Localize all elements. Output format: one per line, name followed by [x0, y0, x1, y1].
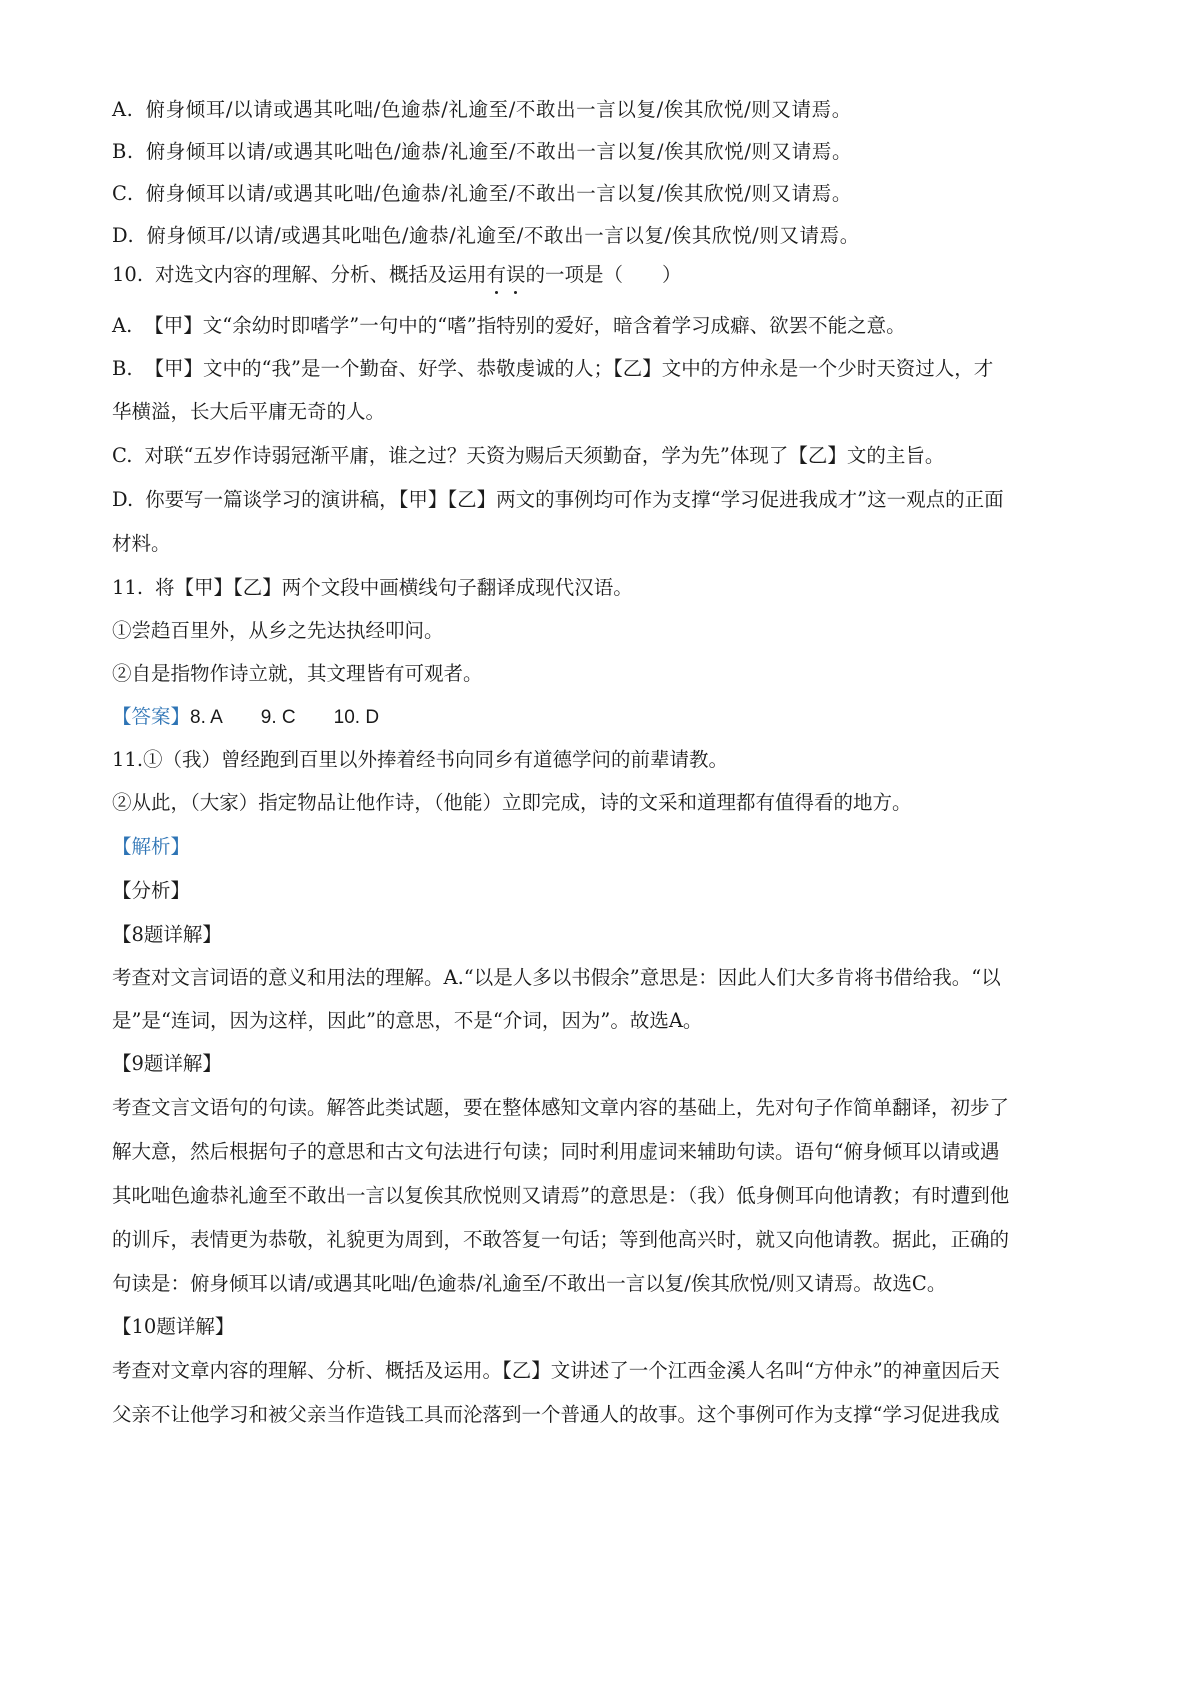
emphasis-text: 有误 — [486, 263, 526, 286]
q8-detail-heading: 【8题详解】 — [112, 923, 222, 946]
answer-item: 9. C — [260, 707, 296, 728]
question-stem: 将【甲】【乙】两个文段中画横线句子翻译成现代汉语。 — [155, 576, 633, 599]
analysis-tag: 【解析】 — [112, 835, 191, 858]
q8-detail-line: 考查对文言词语的意义和用法的理解。A.“以是人多以书假余”意思是：因此人们大多肯将书借给我。“以 — [112, 966, 1001, 989]
q9-detail-heading: 【9题详解】 — [112, 1052, 222, 1075]
q10-detail-heading: 【10题详解】 — [112, 1315, 235, 1338]
answer-item: 8. A — [190, 707, 223, 728]
option-text: 对联“五岁作诗弱冠渐平庸，谁之过？天资为赐后天须勤奋，学为先”体现了【乙】文的主旨。 — [144, 444, 945, 467]
q10-detail-line: 考查对文章内容的理解、分析、概括及运用。【乙】文讲述了一个江西金溪人名叫“方仲永”的神童因后天 — [112, 1359, 1000, 1382]
q9-option-b — [112, 138, 1102, 166]
answer-text: 11.①（我）曾经跑到百里以外捧着经书向同乡有道德学问的前辈请教。 — [112, 748, 729, 771]
q9-detail-line: 其叱咄色逾恭礼逾至不敢出一言以复俟其欣悦则又请焉”的意思是：（我）低身侧耳向他请教；有时遭到他 — [112, 1184, 1010, 1207]
option-label: A. — [112, 98, 134, 121]
q10-option-a — [112, 312, 1102, 340]
option-text: 你要写一篇谈学习的演讲稿，【甲】【乙】两文的事例均可作为支撑“学习促进我成才”这一观点的正面 — [145, 488, 1004, 511]
option-text: 材料。 — [112, 532, 171, 555]
option-text: 华横溢，长大后平庸无奇的人。 — [112, 400, 386, 423]
option-label: B. — [112, 140, 134, 163]
option-label: D. — [112, 224, 135, 247]
answer-line — [112, 703, 1102, 731]
analysis-fenxi-heading: 【分析】 — [112, 879, 191, 902]
q9-detail-line: 考查文言文语句的句读。解答此类试题，要在整体感知文章内容的基础上，先对句子作简单翻译，初步了 — [112, 1096, 1010, 1119]
option-text: 俯身倾耳/以请或遇其叱咄/色逾恭/礼逾至/不敢出一言以复/俟其欣悦/则又请焉。 — [145, 98, 852, 121]
q10-option-d — [112, 486, 1102, 514]
option-text: 俯身倾耳/以请/或遇其叱咄色/逾恭/礼逾至/不敢出一言以复/俟其欣悦/则又请焉。 — [146, 224, 860, 247]
q8-detail-line: 是”是“连词，因为这样，因此”的意思，不是“介词，因为”。故选A。 — [112, 1009, 703, 1032]
answer-item: 10. D — [333, 707, 380, 728]
option-label: D. — [112, 488, 134, 511]
q10-option-c — [112, 442, 1102, 470]
q11-stem — [112, 574, 1102, 602]
q10-option-d-cont — [112, 530, 1102, 558]
question-stem: 对选文内容的理解、分析、概括及运用 — [155, 263, 487, 286]
option-label: C. — [112, 444, 133, 467]
answer-text: ②从此，（大家）指定物品让他作诗，（他能）立即完成，诗的文采和道理都有值得看的地方。 — [112, 791, 912, 814]
q9-option-a — [112, 96, 1102, 124]
emphasis-dotted-text — [487, 263, 526, 286]
q9-detail-line: 解大意，然后根据句子的意思和古文句法进行句读；同时利用虚词来辅助句读。语句“俯身倾耳以请或遇 — [112, 1140, 1000, 1163]
q10-detail-line: 父亲不让他学习和被父亲当作造钱工具而沦落到一个普通人的故事。这个事例可作为支撑“学习促进我成 — [112, 1403, 1000, 1426]
option-text: 俯身倾耳以请/或遇其叱咄/色逾恭/礼逾至/不敢出一言以复/俟其欣悦/则又请焉。 — [145, 182, 852, 205]
question-number: 10. — [112, 263, 144, 286]
option-label: A. — [112, 314, 133, 337]
answer-tag: 【答案】 — [112, 705, 191, 728]
option-label: B. — [112, 357, 133, 380]
sentence-text: ②自是指物作诗立就，其文理皆有可观者。 — [112, 662, 483, 685]
q11-sentence-2 — [112, 660, 1102, 688]
q11-sentence-1 — [112, 617, 1102, 645]
q9-detail-line: 的训斥，表情更为恭敬，礼貌更为周到，不敢答复一句话；等到他高兴时，就又向他请教。据此，正确的 — [112, 1228, 1010, 1251]
q10-stem — [112, 261, 1102, 289]
emphasis-dot — [514, 291, 517, 294]
option-text: 【甲】文“余幼时即嗜学”一句中的“嗜”指特别的爱好，暗含着学习成癖、欲罢不能之意。 — [144, 314, 906, 337]
option-label: C. — [112, 182, 134, 205]
q9-detail-line: 句读是：俯身倾耳以请/或遇其叱咄/色逾恭/礼逾至/不敢出一言以复/俟其欣悦/则又请焉。故选C。 — [112, 1272, 947, 1295]
q9-option-c — [112, 180, 1102, 208]
q10-option-b-cont — [112, 398, 1102, 426]
option-text: 俯身倾耳以请/或遇其叱咄色/逾恭/礼逾至/不敢出一言以复/俟其欣悦/则又请焉。 — [145, 140, 853, 163]
question-stem-tail: 的一项是（ ） — [525, 263, 682, 286]
answer-line-3 — [112, 789, 1102, 817]
sentence-text: ①尝趋百里外，从乡之先达执经叩问。 — [112, 619, 444, 642]
emphasis-dot — [495, 291, 498, 294]
answer-line-2 — [112, 746, 1102, 774]
q9-option-d — [112, 222, 1102, 250]
option-text: 【甲】文中的“我”是一个勤奋、好学、恭敬虔诚的人；【乙】文中的方仲永是一个少时天资过人，才 — [144, 357, 994, 380]
question-number: 11. — [112, 576, 144, 599]
q10-option-b — [112, 355, 1102, 383]
